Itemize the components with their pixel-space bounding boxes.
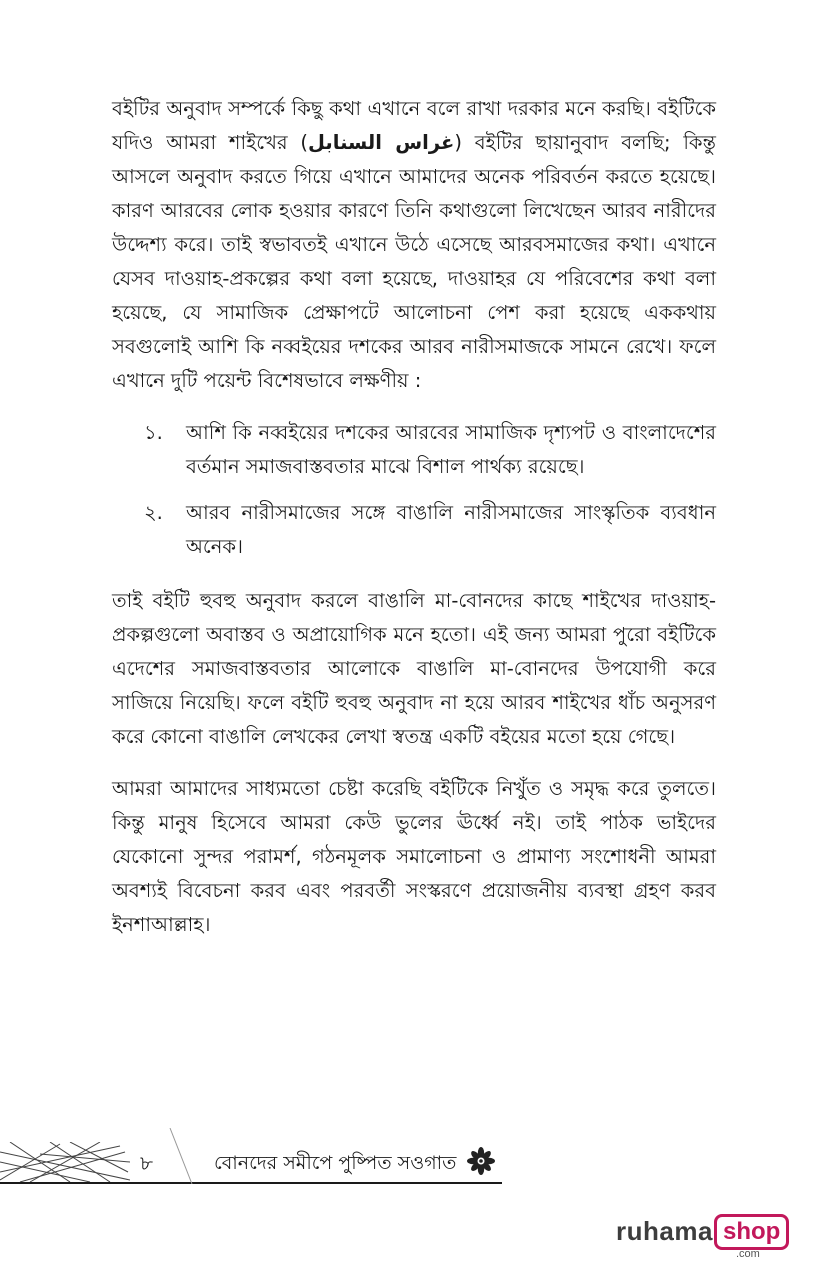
- paragraph-feedback: আমরা আমাদের সাধ্যমতো চেষ্টা করেছি বইটিকে নিখুঁত ও সমৃদ্ধ করে তুলতে। কিন্তু মানুষ হিসেবে আমরা কেউ ভুলের ঊর্ধ্বে নই। তাই পাঠক ভাইদের যেকোনো সুন্দর পরামর্শ, গঠনমূলক সমালোচনা ও প্রামাণ্য সংশোধনী আমরা অবশ্যই বিবেচনা করব এবং পরবর্তী সংস্করণে প্রয়োজনীয় ব্যবস্থা গ্রহণ করব ইনশাআল্লাহ।: [112, 777, 716, 936]
- list-text: আশি কি নব্বইয়ের দশকের আরবের সামাজিক দৃশ্যপট ও বাংলাদেশের বর্তমান সমাজবাস্তবতার মাঝে বিশাল পার্থক্য রয়েছে।: [186, 421, 716, 478]
- paragraph-adaptation: তাই বইটি হুবহু অনুবাদ করলে বাঙালি মা-বোনদের কাছে শাইখের দাওয়াহ-প্রকল্পগুলো অবাস্তব ও অপ্রায়োগিক মনে হতো। এই জন্য আমরা পুরো বইটিকে এদেশের সমাজবাস্তবতার আলোকে বাঙালি মা-বোনদের উপযোগী করে সাজিয়ে নিয়েছি। ফলে বইটি হুবহু অনুবাদ না হয়ে আরব শাইখের ধাঁচ অনুসরণ করে কোনো বাঙালি লেখকের লেখা স্বতন্ত্র একটি বইয়ের মতো হয়ে গেছে।: [112, 589, 716, 748]
- page-number: ৮: [140, 1151, 153, 1175]
- paragraph-translation-note: [112, 92, 716, 398]
- page-footer: [0, 1140, 520, 1188]
- footer-rule: [0, 1182, 502, 1184]
- list-number: ২.: [144, 501, 163, 524]
- points-list: [112, 416, 716, 564]
- paragraph-1-rest: ) বইটির ছায়ানুবাদ বলছি; কিন্তু আসলে অনুবাদ করতে গিয়ে এখানে আমাদের অনেক পরিবর্তন করতে হয়েছে। কারণ আরবের লোক হওয়ার কারণে তিনি কথাগুলো লিখেছেন আরব নারীদের উদ্দেশ্য করে। তাই স্বভাবতই এখানে উঠে এসেছে আরবসমাজের কথা। এখানে যেসব দাওয়াহ-প্রকল্পের কথা বলা হয়েছে, দাওয়াহর যে পরিবেশের কথা বলা হয়েছে, যে সামাজিক প্রেক্ষাপটে আলোচনা পেশ করা হয়েছে এককথায় সবগুলোই আশি কি নব্বইয়ের দশকের আরব নারীসমাজকে সামনে রেখে। ফলে এখানে দুটি পয়েন্ট বিশেষভাবে লক্ষণীয় :: [112, 131, 716, 392]
- geometric-lines-decoration-icon: [0, 1142, 130, 1182]
- watermark-brand: ruhama: [616, 1216, 713, 1246]
- paragraph-1-start: বইটির অনুবাদ সম্পর্কে কিছু কথা এখানে বলে রাখা দরকার মনে করছি। বইটিকে যদিও আমরা শাইখের (: [112, 97, 716, 154]
- flower-icon: [466, 1146, 496, 1176]
- page-body: [112, 92, 716, 960]
- list-text: আরব নারীসমাজের সঙ্গে বাঙালি নারীসমাজের সাংস্কৃতিক ব্যবধান অনেক।: [186, 501, 716, 558]
- list-item: [112, 416, 716, 484]
- watermark-shop-badge: shop: [714, 1214, 789, 1250]
- running-book-title: বোনদের সমীপে পুষ্পিত সওগাত: [214, 1152, 457, 1174]
- arabic-book-title: غراس السنابل: [308, 131, 455, 154]
- ruhamashop-watermark: [616, 1212, 786, 1258]
- watermark-domain: .com: [736, 1248, 760, 1260]
- list-number: ১.: [144, 421, 163, 444]
- diagonal-divider-icon: [166, 1128, 196, 1184]
- list-item: [112, 496, 716, 564]
